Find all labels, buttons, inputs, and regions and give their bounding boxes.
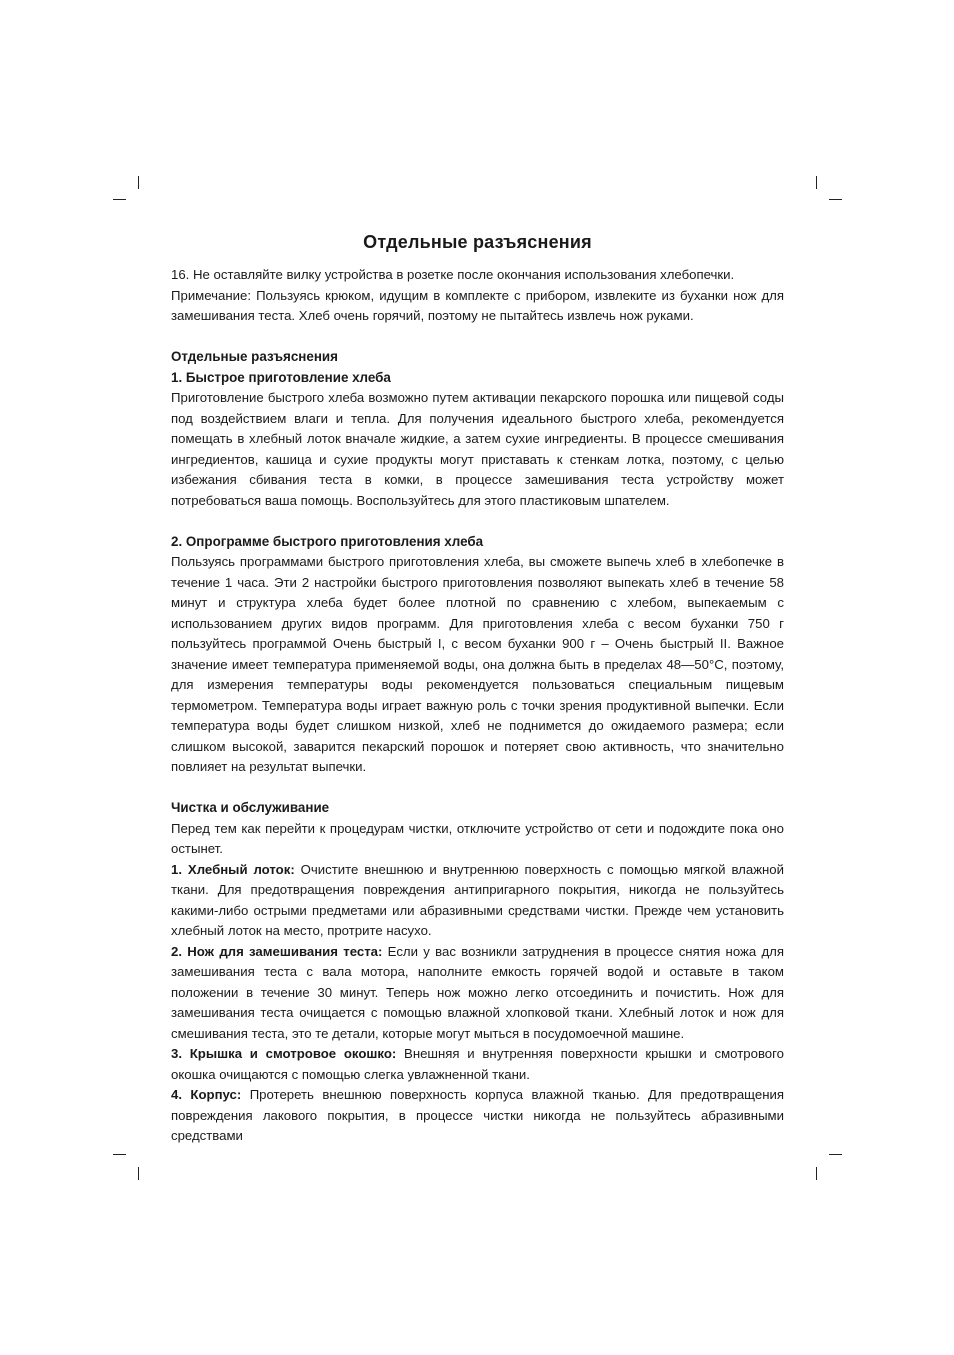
crop-mark-top-left-vertical [138,176,139,189]
document-body [171,230,784,1147]
cleaning-item-lead: 3. Крышка и смотровое окошко: [171,1046,397,1061]
crop-mark-bottom-right-horizontal [829,1154,842,1155]
cleaning-item-lid-window [171,1044,784,1085]
section2-text: Пользуясь программами быстрого приготовления хлеба, вы сможете выпечь хлеб в хлебопечке в течение 1 часа. Эти 2 настройки быстрого приготовления позволяют выпекать хлеб в течение 58 минут и структура хлеба будет более плотной по сравнению с хлебом, выпекаемым с использованием других видов программ. Для приготовления хлеба с весом буханки 750 г пользуйтесь программой Очень быстрый I, с весом буханки 900 г – Очень быстрый II. Важное значение имеет температура применяемой воды, она должна быть в пределах 48—50°C, поэтому, для измерения температуры воды рекомендуется пользоваться специальным пищевым термометром. Температура воды играет важную роль с точки зрения продуктивной выпечки. Если температура воды будет слишком низкой, хлеб не поднимется до ожидаемого размера; если слишком высокой, заварится пекарский порошок и потеряет свою активность, что значительно повлияет на результат выпечки. [171,554,784,774]
intro-item-16: 16. Не оставляйте вилку устройства в розетке после окончания использования хлебопечки. [171,267,735,282]
crop-mark-top-left-horizontal [113,199,126,200]
cleaning-item-lead: 2. Нож для замешивания теста: [171,943,383,959]
crop-mark-bottom-right-vertical [816,1167,817,1180]
section1-heading: Отдельные разъяснения [171,349,338,364]
section1-text: Приготовление быстрого хлеба возможно путем активации пекарского порошка или пищевой соды под воздействием влаги и тепла. Для получения идеального быстрого хлеба, рекомендуется помещать в хлебный лоток вначале жидкие, а затем сухие ингредиенты. В процессе смешивания ингредиентов, кашица и сухие продукты могут приставать к стенкам лотка, поэтому, с целью избежания сбивания теста в комки, в процессе замешивания теста устройству может потребоваться ваша помощь. Воспользуйтесь для этого пластиковым шпателем. [171,390,784,508]
crop-mark-bottom-left-horizontal [113,1154,126,1155]
cleaning-item-kneading-blade [171,942,784,1045]
cleaning-item-bread-pan [171,860,784,942]
section2-subheading: 2. Опрограмме быстрого приготовления хлеба [171,533,484,549]
crop-mark-bottom-left-vertical [138,1167,139,1180]
cleaning-item-text: Очистите внешнюю и внутреннюю поверхность с помощью мягкой влажной ткани. Для предотвращения повреждения антипригарного покрытия, никогда не пользуйтесь какими-либо острыми предметами или абразивными средствами чистки. Прежде чем установить хлебный лоток на место, протрите насухо. [171,861,784,938]
cleaning-intro: Перед тем как перейти к процедурам чистки, отключите устройство от сети и подождите пока оно остынет. [171,820,784,856]
crop-mark-top-right-horizontal [829,199,842,200]
cleaning-heading: Чистка и обслуживание [171,800,330,815]
cleaning-item-text: Если у вас возникли затруднения в процессе снятия ножа для замешивания теста с вала мотора, наполните емкость горячей водой и оставьте в таком положении в течение 30 минут. Теперь нож можно легко отсоединить и почистить. Нож для замешивания теста очищается с помощью влажной хлопковой ткани. Хлебный лоток и нож для смешивания теста, это те детали, которые могут мыться в посудомоечной машине. [171,943,784,1041]
cleaning-item-lead: 4. Корпус: [171,1087,242,1102]
crop-mark-top-right-vertical [816,176,817,189]
cleaning-item-housing [171,1085,784,1147]
cleaning-item-text: Внешняя и внутренняя поверхности крышки и смотрового окошка очищаются с помощью слегка увлажненной ткани. [171,1046,784,1082]
page-title: Отдельные разъяснения [363,232,592,252]
cleaning-item-lead: 1. Хлебный лоток: [171,861,295,877]
cleaning-item-text: Протереть внешнюю поверхность корпуса влажной тканью. Для предотвращения повреждения лакового покрытия, в процессе чистки никогда не пользуйтесь абразивными средствами [171,1087,784,1143]
intro-note: Примечание: Пользуясь крюком, идущим в комплекте с прибором, извлеките из буханки нож для замешивания теста. Хлеб очень горячий, поэтому не пытайтесь извлечь нож руками. [171,287,784,323]
section1-subheading: 1. Быстрое приготовление хлеба [171,369,391,385]
